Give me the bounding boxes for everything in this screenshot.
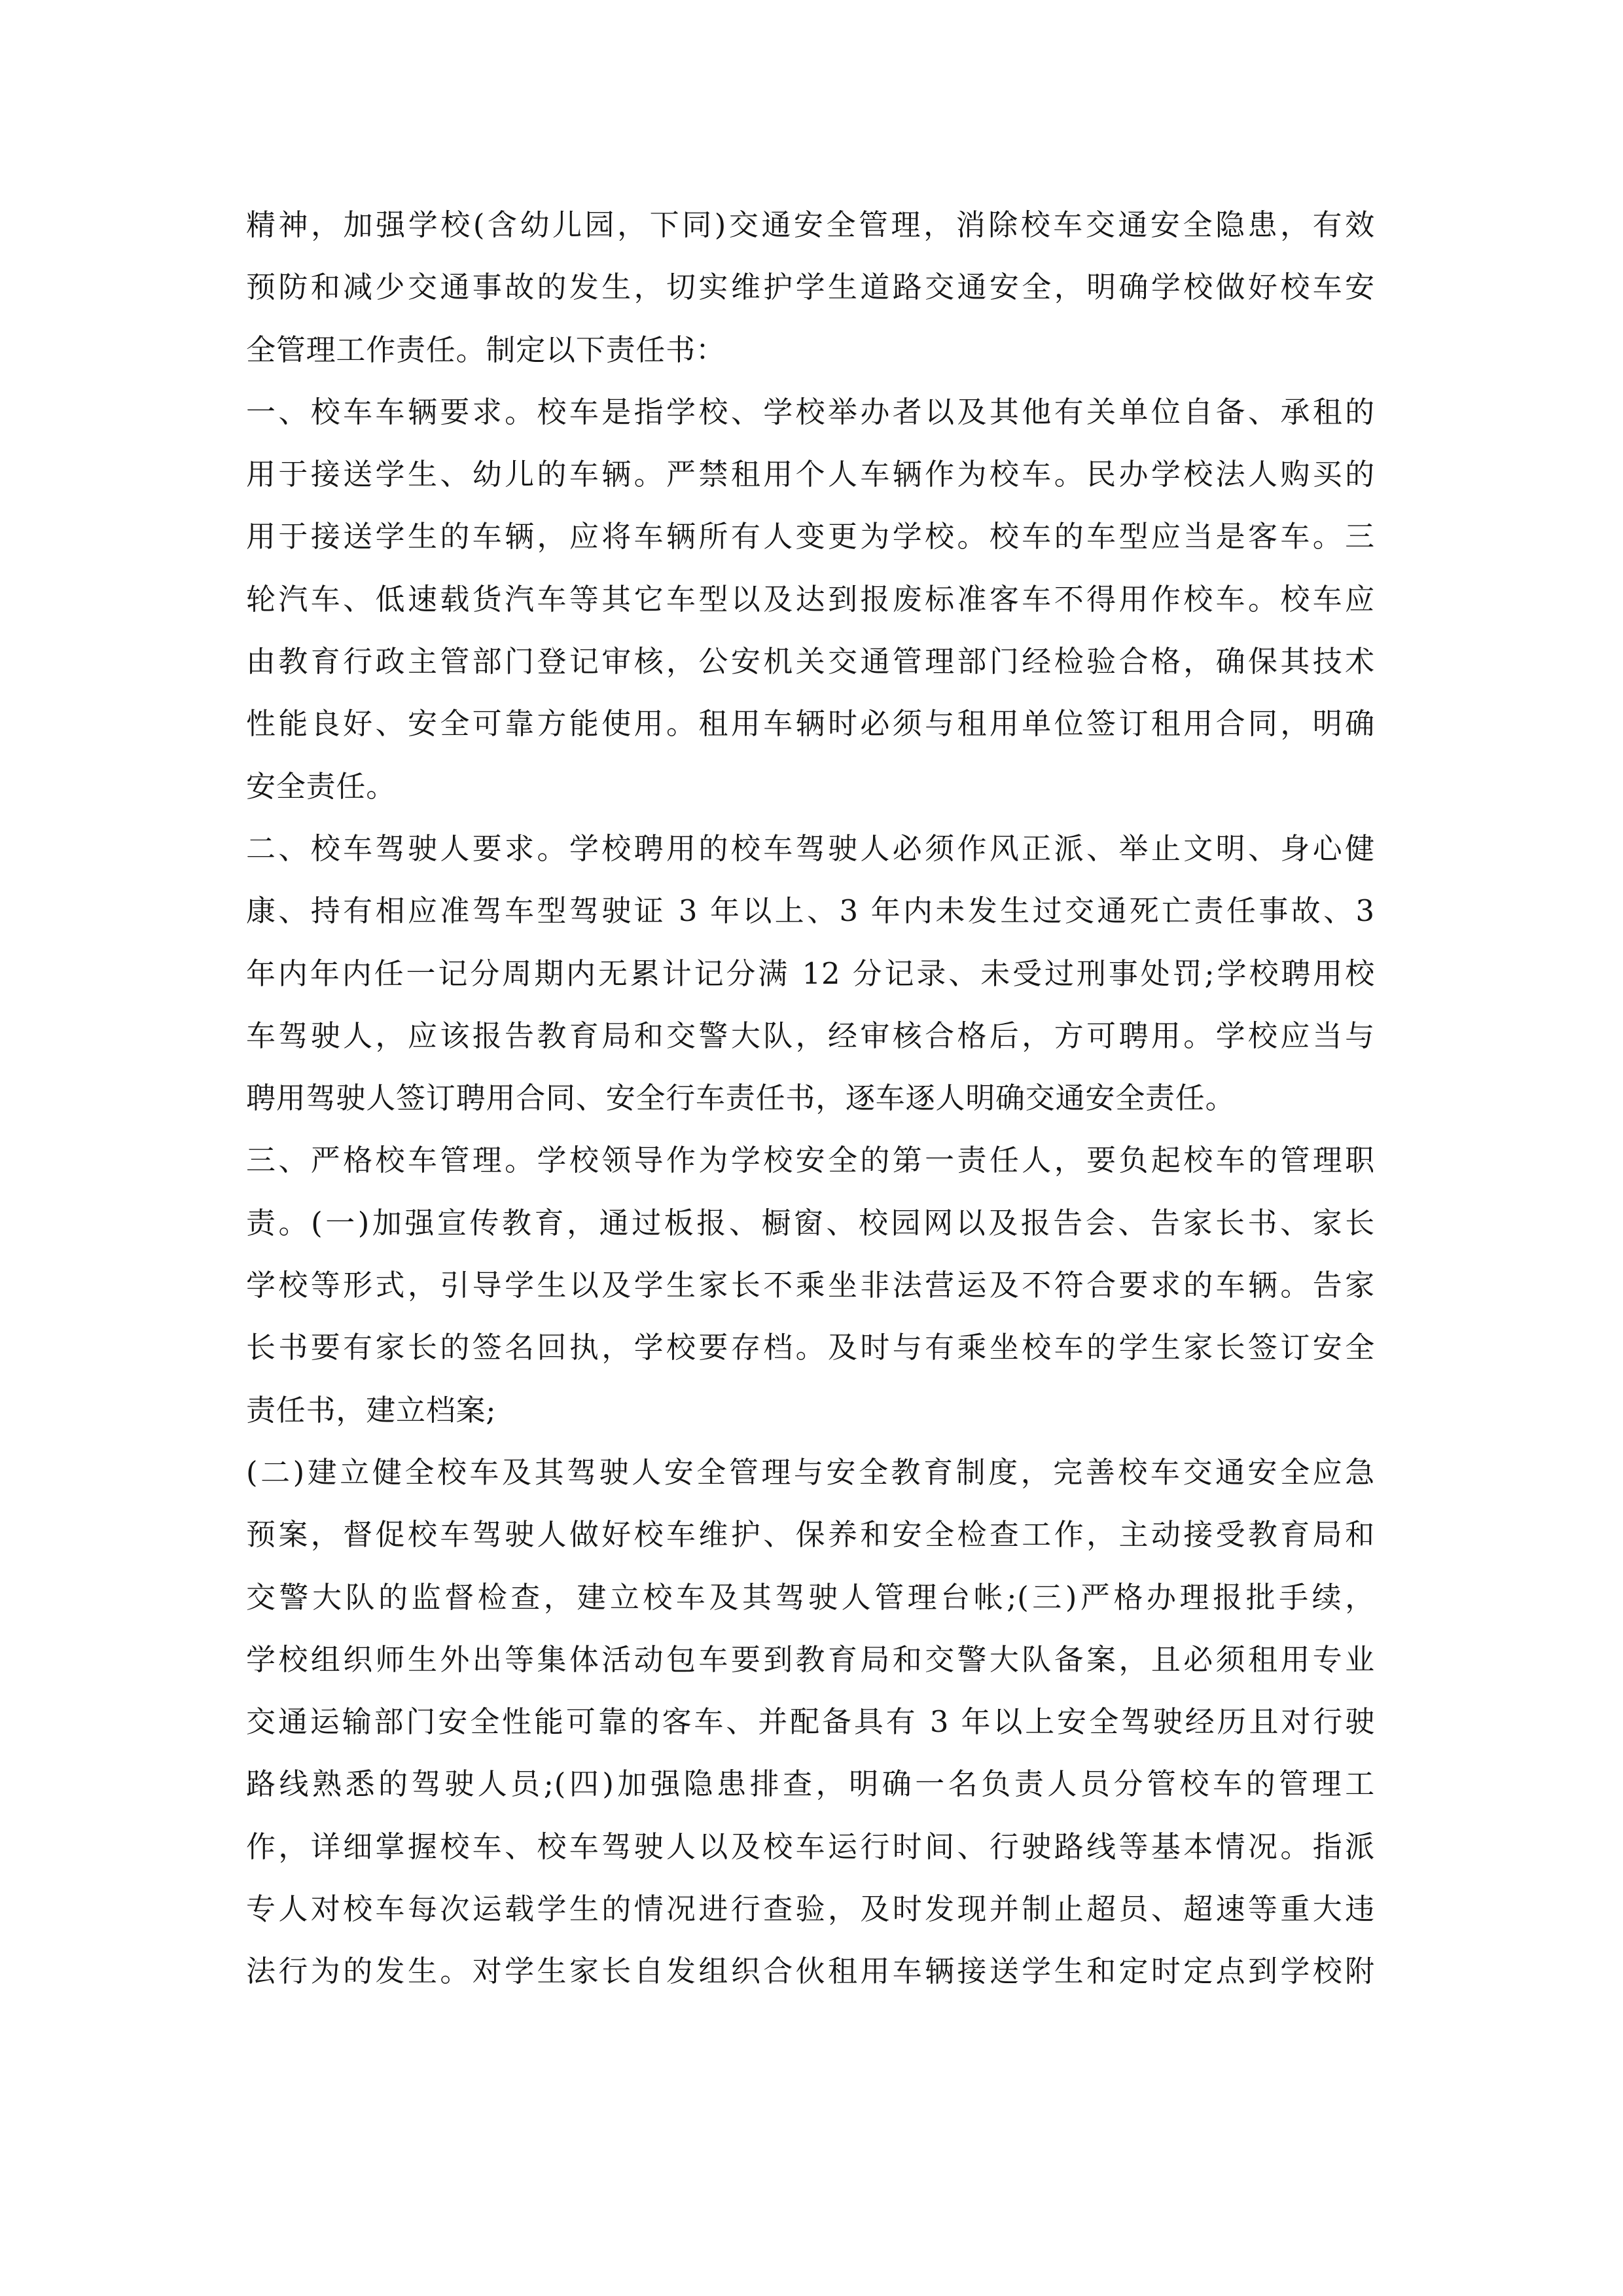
text-line: 路线熟悉的驾驶人员;(四)加强隐患排查，明确一名负责人员分管校车的管理工 [246, 1767, 1375, 1802]
text-line: 法行为的发生。对学生家长自发组织合伙租用车辆接送学生和定时定点到学校附 [246, 1954, 1375, 1989]
text-line: 由教育行政主管部门登记审核，公安机关交通管理部门经检验合格，确保其技术 [246, 644, 1375, 679]
text-line: 用于接送学生的车辆，应将车辆所有人变更为学校。校车的车型应当是客车。三 [246, 519, 1375, 554]
text-line: 性能良好、安全可靠方能使用。租用车辆时必须与租用单位签订租用合同，明确 [246, 706, 1375, 742]
text-line: 交警大队的监督检查，建立校车及其驾驶人管理台帐;(三)严格办理报批手续， [246, 1579, 1375, 1615]
text-line: 学校组织师生外出等集体活动包车要到教育局和交警大队备案，且必须租用专业 [246, 1641, 1375, 1677]
text-line: 学校等形式，引导学生以及学生家长不乘坐非法营运及不符合要求的车辆。告家 [246, 1268, 1375, 1303]
text-line: 专人对校车每次运载学生的情况进行查验，及时发现并制止超员、超速等重大违 [246, 1892, 1375, 1927]
text-line: 责。(一)加强宣传教育，通过板报、橱窗、校园网以及报告会、告家长书、家长 [246, 1205, 1375, 1240]
text-line: 车驾驶人，应该报告教育局和交警大队，经审核合格后，方可聘用。学校应当与 [246, 1018, 1375, 1053]
text-line: 二、校车驾驶人要求。学校聘用的校车驾驶人必须作风正派、举止文明、身心健 [246, 831, 1375, 866]
text-line: 用于接送学生、幼儿的车辆。严禁租用个人车辆作为校车。民办学校法人购买的 [246, 457, 1375, 492]
text-line: 预防和减少交通事故的发生，切实维护学生道路交通安全，明确学校做好校车安 [246, 270, 1375, 305]
text-line: 轮汽车、低速载货汽车等其它车型以及达到报废标准客车不得用作校车。校车应 [246, 581, 1375, 617]
text-line: 全管理工作责任。制定以下责任书： [246, 332, 726, 367]
body-text [246, 194, 1375, 2003]
text-line: (二)建立健全校车及其驾驶人安全管理与安全教育制度，完善校车交通安全应急 [246, 1454, 1375, 1490]
text-line: 安全责任。 [246, 768, 397, 804]
text-line: 预案，督促校车驾驶人做好校车维护、保养和安全检查工作，主动接受教育局和 [246, 1517, 1375, 1552]
text-line: 精神，加强学校(含幼儿园，下同)交通安全管理，消除校车交通安全隐患，有效 [246, 207, 1375, 242]
text-line: 交通运输部门安全性能可靠的客车、并配备具有 3 年以上安全驾驶经历且对行驶 [246, 1704, 1375, 1740]
text-line: 聘用驾驶人签订聘用合同、安全行车责任书，逐车逐人明确交通安全责任。 [246, 1081, 1236, 1116]
text-line: 一、校车车辆要求。校车是指学校、学校举办者以及其他有关单位自备、承租的 [246, 394, 1375, 429]
text-line: 作，详细掌握校车、校车驾驶人以及校车运行时间、行驶路线等基本情况。指派 [246, 1829, 1375, 1864]
text-line: 责任书，建立档案; [246, 1392, 497, 1427]
text-line: 康、持有相应准驾车型驾驶证 3 年以上、3 年内未发生过交通死亡责任事故、3 [246, 893, 1375, 929]
text-line: 三、严格校车管理。学校领导作为学校安全的第一责任人，要负起校车的管理职 [246, 1143, 1375, 1178]
text-line: 长书要有家长的签名回执，学校要存档。及时与有乘坐校车的学生家长签订安全 [246, 1330, 1375, 1365]
text-line: 年内年内任一记分周期内无累计记分满 12 分记录、未受过刑事处罚;学校聘用校 [246, 956, 1375, 991]
